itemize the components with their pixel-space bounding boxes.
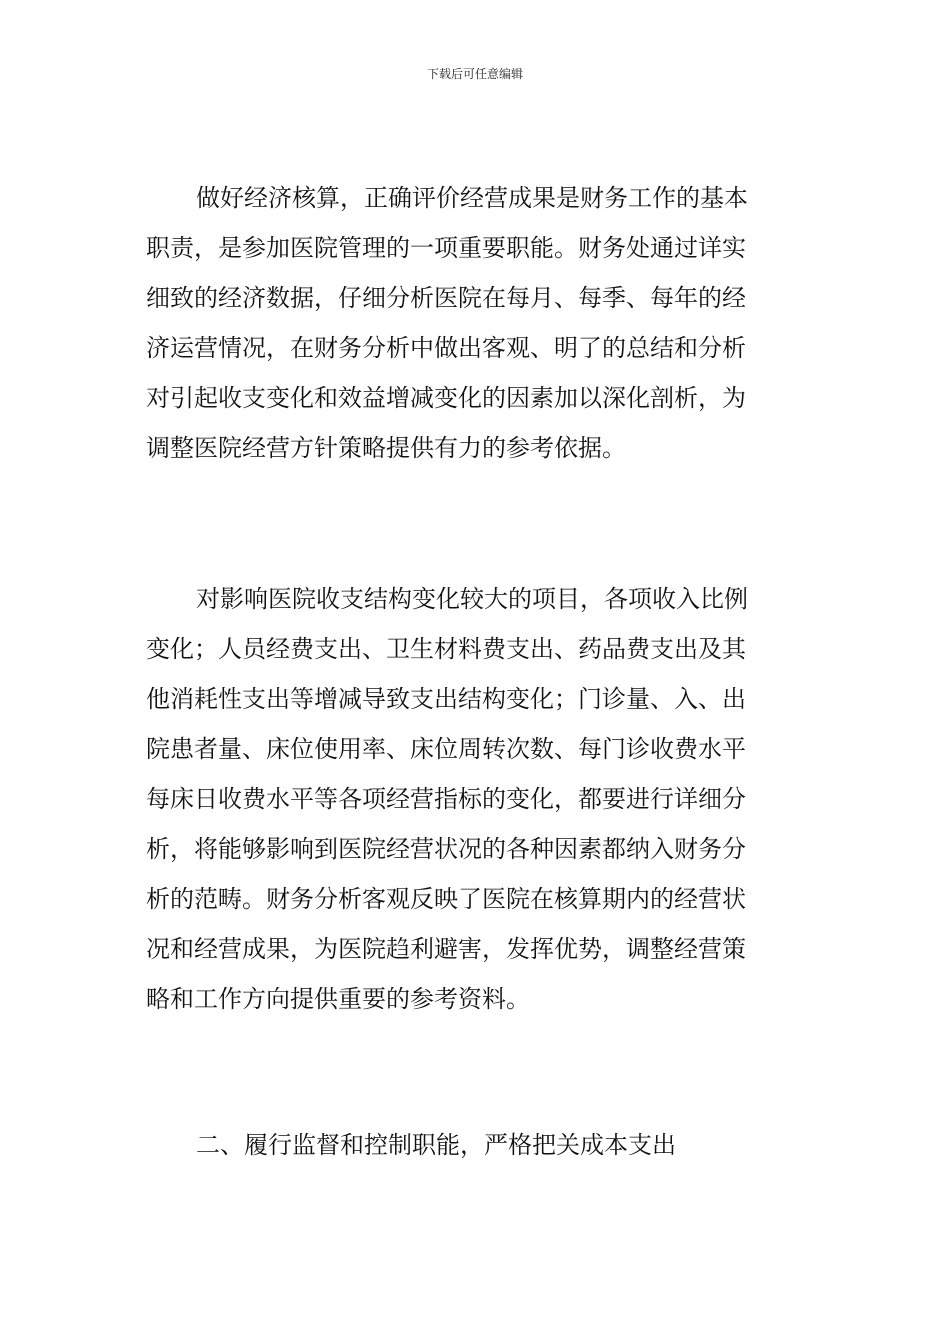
paragraph-line: 济运营情况，在财务分析中做出客观、明了的总结和分析 bbox=[146, 334, 746, 362]
paragraph-line: 他消耗性支出等增减导致支出结构变化；门诊量、入、出 bbox=[146, 685, 746, 713]
paragraph-structure-analysis bbox=[146, 574, 806, 1024]
section-heading-text: 二、履行监督和控制职能，严格把关成本支出 bbox=[196, 1131, 676, 1159]
paragraph-line: 析，将能够影响到医院经营状况的各种因素都纳入财务分 bbox=[146, 835, 746, 863]
paragraph-line: 细致的经济数据，仔细分析医院在每月、每季、每年的经 bbox=[146, 284, 746, 312]
paragraph-economic-accounting bbox=[146, 173, 806, 473]
page-header: 下载后可任意编辑 bbox=[426, 67, 523, 81]
paragraph-line: 调整医院经营方针策略提供有力的参考依据。 bbox=[146, 434, 626, 462]
section-heading-supervision bbox=[146, 1120, 806, 1170]
paragraph-line: 院患者量、床位使用率、床位周转次数、每门诊收费水平 bbox=[146, 735, 746, 763]
paragraph-line: 况和经营成果，为医院趋利避害，发挥优势，调整经营策 bbox=[146, 935, 746, 963]
paragraph-line: 做好经济核算，正确评价经营成果是财务工作的基本 bbox=[196, 184, 748, 212]
paragraph-line: 职责，是参加医院管理的一项重要职能。财务处通过详实 bbox=[146, 234, 746, 262]
paragraph-line: 对引起收支变化和效益增减变化的因素加以深化剖析，为 bbox=[146, 384, 746, 412]
paragraph-line: 变化；人员经费支出、卫生材料费支出、药品费支出及其 bbox=[146, 635, 746, 663]
paragraph-line: 对影响医院收支结构变化较大的项目，各项收入比例 bbox=[196, 585, 748, 613]
paragraph-line: 略和工作方向提供重要的参考资料。 bbox=[146, 985, 530, 1013]
paragraph-line: 析的范畴。财务分析客观反映了医院在核算期内的经营状 bbox=[146, 885, 746, 913]
paragraph-line: 每床日收费水平等各项经营指标的变化，都要进行详细分 bbox=[146, 785, 746, 813]
